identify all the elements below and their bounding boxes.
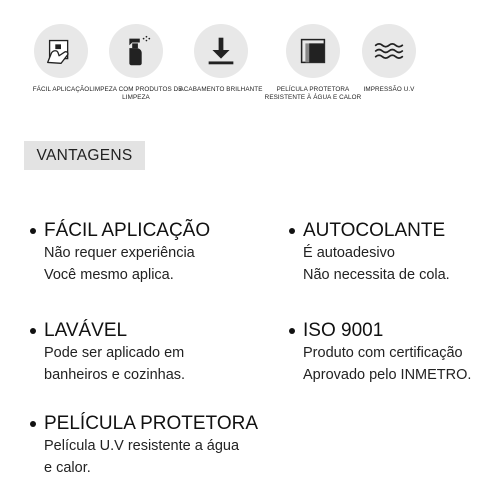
advantage-line: Aprovado pelo INMETRO. [303,367,472,383]
advantage-protective-film [30,413,258,479]
section-title: VANTAGENS [36,146,133,164]
bullet-icon [289,328,295,334]
feature-glossy-finish [171,24,271,94]
layers-icon [286,24,340,78]
feature-icon-row [0,24,499,114]
advantage-line: Você mesmo aplica. [44,267,174,283]
section-title-banner [24,141,145,170]
advantage-title: PELÍCULA PROTETORA [44,413,258,434]
advantage-line: Pode ser aplicado em [44,345,185,361]
download-arrow-icon [194,24,248,78]
bullet-icon [30,328,36,334]
advantage-line: É autoadesivo [303,245,395,261]
advantage-easy-application [30,220,210,286]
advantage-line: e calor. [44,460,91,476]
feature-label: IMPRESSÃO U.V [363,86,415,93]
advantage-iso [289,320,471,386]
advantage-title: FÁCIL APLICAÇÃO [44,220,211,241]
advantage-line: Não requer experiência [44,245,195,261]
advantage-title: AUTOCOLANTE [303,220,446,241]
feature-label: FÁCIL APLICAÇÃO [32,86,90,93]
advantage-self-adhesive [289,220,450,286]
feature-label: ACABAMENTO BRILHANTE [179,86,263,93]
advantage-line: Película U.V resistente a água [44,438,240,454]
advantage-line: Produto com certificação [303,345,463,361]
hand-applying-sticker-icon [34,24,88,78]
water-waves-icon [362,24,416,78]
advantage-line: Não necessita de cola. [303,267,450,283]
bullet-icon [30,228,36,234]
advantage-line: banheiros e cozinhas. [44,367,186,383]
bullet-icon [289,228,295,234]
advantage-washable [30,320,185,386]
feature-label: LIMPEZA COM PRODUTOS DE LIMPEZA [89,86,183,101]
bullet-icon [30,421,36,427]
spray-bottle-icon [109,24,163,78]
feature-uv-print [339,24,439,94]
advantage-title: ISO 9001 [303,320,384,341]
advantage-title: LAVÁVEL [44,320,128,341]
feature-label: PELÍCULA PROTETORA RESISTENTE À ÁGUA E CALOR [264,86,362,101]
